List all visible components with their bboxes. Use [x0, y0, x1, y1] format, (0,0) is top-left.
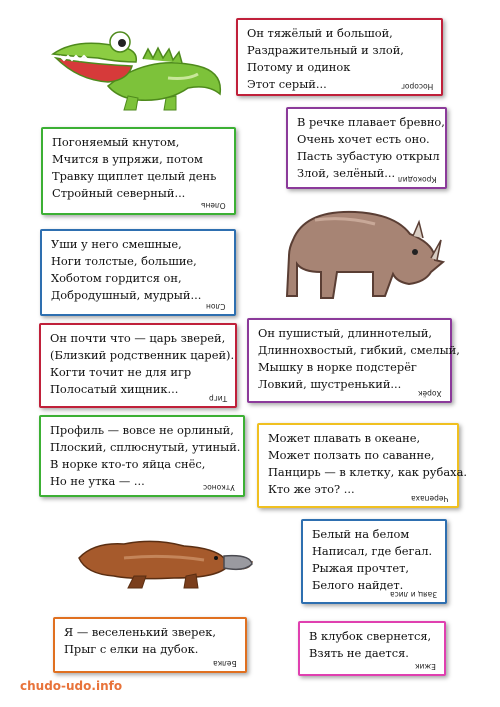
- riddle-line: Он пушистый, длиннотелый,: [258, 326, 433, 340]
- answer-label: Белка: [213, 659, 237, 668]
- answer-label: Черепаха: [411, 494, 449, 503]
- riddle-line: Взять не дается.: [309, 646, 409, 660]
- riddle-line: Кто же это? ...: [268, 482, 355, 496]
- riddle-line: Этот серый...: [247, 77, 327, 91]
- riddle-card-squirrel: [53, 617, 247, 673]
- riddle-line: Потому и одинок: [247, 60, 351, 74]
- riddle-card-rhino: [236, 18, 443, 96]
- riddle-line: В клубок свернется,: [309, 629, 432, 643]
- riddle-line: Но не утка — ...: [50, 474, 145, 488]
- answer-label: Крокодил: [398, 175, 437, 184]
- riddle-card-hare-fox: [301, 519, 447, 604]
- riddle-line: Ноги толстые, большие,: [51, 254, 197, 268]
- riddle-line: В речке плавает бревно,: [297, 115, 445, 129]
- riddle-card-deer: [41, 127, 236, 215]
- riddle-line: Белый на белом: [312, 527, 410, 541]
- site-watermark: chudo-udo.info: [20, 679, 123, 693]
- riddle-line: Ловкий, шустренький...: [258, 377, 402, 391]
- answer-label: Слон: [206, 302, 226, 311]
- riddle-line: Раздражительный и злой,: [247, 43, 404, 57]
- riddle-card-platypus: [39, 415, 245, 497]
- riddle-line: Я — веселенький зверек,: [64, 625, 216, 639]
- riddle-line: Погоняемый кнутом,: [52, 135, 180, 149]
- riddle-line: Прыг с елки на дубок.: [64, 642, 199, 656]
- riddle-line: Пасть зубастую открыл: [297, 149, 440, 163]
- answer-label: Носорог: [400, 82, 433, 91]
- riddle-line: Может ползать по саванне,: [268, 448, 435, 462]
- answer-label: Заяц и лиса: [389, 590, 437, 599]
- answer-label: Ежик: [415, 662, 436, 671]
- riddle-line: Панцирь — в клетку, как рубаха.: [268, 465, 467, 479]
- answer-label: Олень: [201, 201, 226, 210]
- riddle-card-crocodile: [286, 107, 447, 189]
- riddle-line: Полосатый хищник...: [50, 382, 179, 396]
- riddle-card-turtle: [257, 423, 467, 508]
- riddle-line: Уши у него смешные,: [51, 237, 182, 251]
- riddle-line: Очень хочет есть оно.: [297, 132, 430, 146]
- riddle-line: Мчится в упряжи, потом: [52, 152, 203, 166]
- riddle-line: Профиль — вовсе не орлиный,: [50, 423, 234, 437]
- crocodile-picture: [48, 14, 228, 114]
- riddle-card-tiger: [39, 323, 237, 408]
- riddle-line: Он тяжёлый и большой,: [247, 26, 393, 40]
- riddle-card-elephant: [40, 229, 236, 316]
- answer-label: Хорёк: [418, 389, 442, 398]
- riddle-line: Когти точит не для игр: [50, 365, 192, 379]
- riddle-line: Белого найдет.: [312, 578, 404, 592]
- riddle-line: Может плавать в океане,: [268, 431, 421, 445]
- riddle-line: Написал, где бегал.: [312, 544, 433, 558]
- riddle-line: (Близкий родственник царей).: [50, 348, 235, 362]
- platypus-picture: [74, 528, 254, 594]
- riddle-line: Хоботом гордится он,: [51, 271, 182, 285]
- riddle-line: Злой, зелёный...: [297, 166, 396, 180]
- riddle-line: Плоский, сплюснутый, утиный.: [50, 440, 241, 454]
- riddle-line: Мышку в норке подстерёг: [258, 360, 417, 374]
- riddle-line: Добродушный, мудрый...: [51, 288, 202, 302]
- riddle-line: Травку щиплет целый день: [52, 169, 217, 183]
- riddle-line: Рыжая прочтет,: [312, 561, 410, 575]
- riddle-line: Длиннохвостый, гибкий, смелый,: [258, 343, 460, 357]
- riddle-line: Он почти что — царь зверей,: [50, 331, 226, 345]
- answer-label: Тигр: [208, 394, 227, 403]
- riddle-card-ferret: [247, 318, 460, 403]
- riddle-line: В норке кто-то яйца снёс,: [50, 457, 206, 471]
- riddle-line: Стройный северный...: [52, 186, 186, 200]
- riddle-card-hedgehog: [298, 621, 446, 676]
- answer-label: Утконос: [203, 483, 235, 492]
- rhino-picture: [285, 200, 445, 310]
